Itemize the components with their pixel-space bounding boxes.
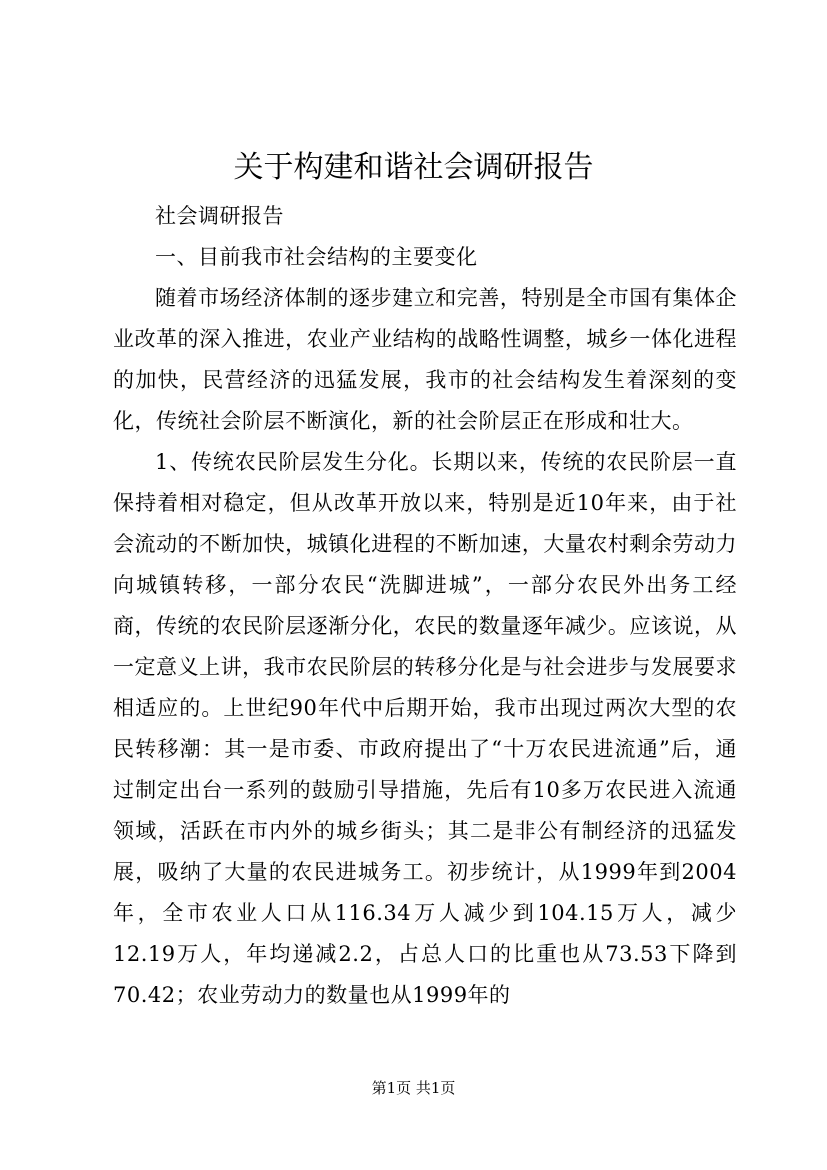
page-footer: 第1页 共1页 [371,1079,456,1097]
subtitle-paragraph: 社会调研报告 [155,204,284,228]
section-heading: 一、目前我市社会结构的主要变化 [155,245,478,269]
document-body [113,196,737,1016]
body-paragraph: 随着市场经济体制的逐步建立和完善，特别是全市国有集体企业改革的深入推进，农业产业结构的战略性调整，城乡一体化进程的加快，民营经济的迅猛发展，我市的社会结构发生着深刻的变化，传统社会阶层不断演化，新的社会阶层正在形成和壮大。 [113,286,737,433]
document-title: 关于构建和谐社会调研报告 [233,150,594,185]
body-paragraph: 1、传统农民阶层发生分化。长期以来，传统的农民阶层一直保持着相对稳定，但从改革开放以来，特别是近10年来，由于社会流动的不断加快，城镇化进程的不断加速，大量农村剩余劳动力向城镇转移，一部分农民“洗脚进城”，一部分农民外出务工经商，传统的农民阶层逐渐分化，农民的数量逐年减少。应该说，从一定意义上讲，我市农民阶层的转移分化是与社会进步与发展要求相适应的。上世纪90年代中后期开始，我市出现过两次大型的农民转移潮：其一是市委、市政府提出了“十万农民进流通”后，通过制定出台一系列的鼓励引导措施，先后有10多万农民进入流通领域，活跃在市内外的城乡街头；其二是非公有制经济的迅猛发展，吸纳了大量的农民进城务工。初步统计，从1999年到2004年，全市农业人口从116.34万人减少到104.15万人，减少12.19万人，年均递减2.2，占总人口的比重也从73.53下降到70.42；农业劳动力的数量也从1999年的 [113,450,737,1007]
